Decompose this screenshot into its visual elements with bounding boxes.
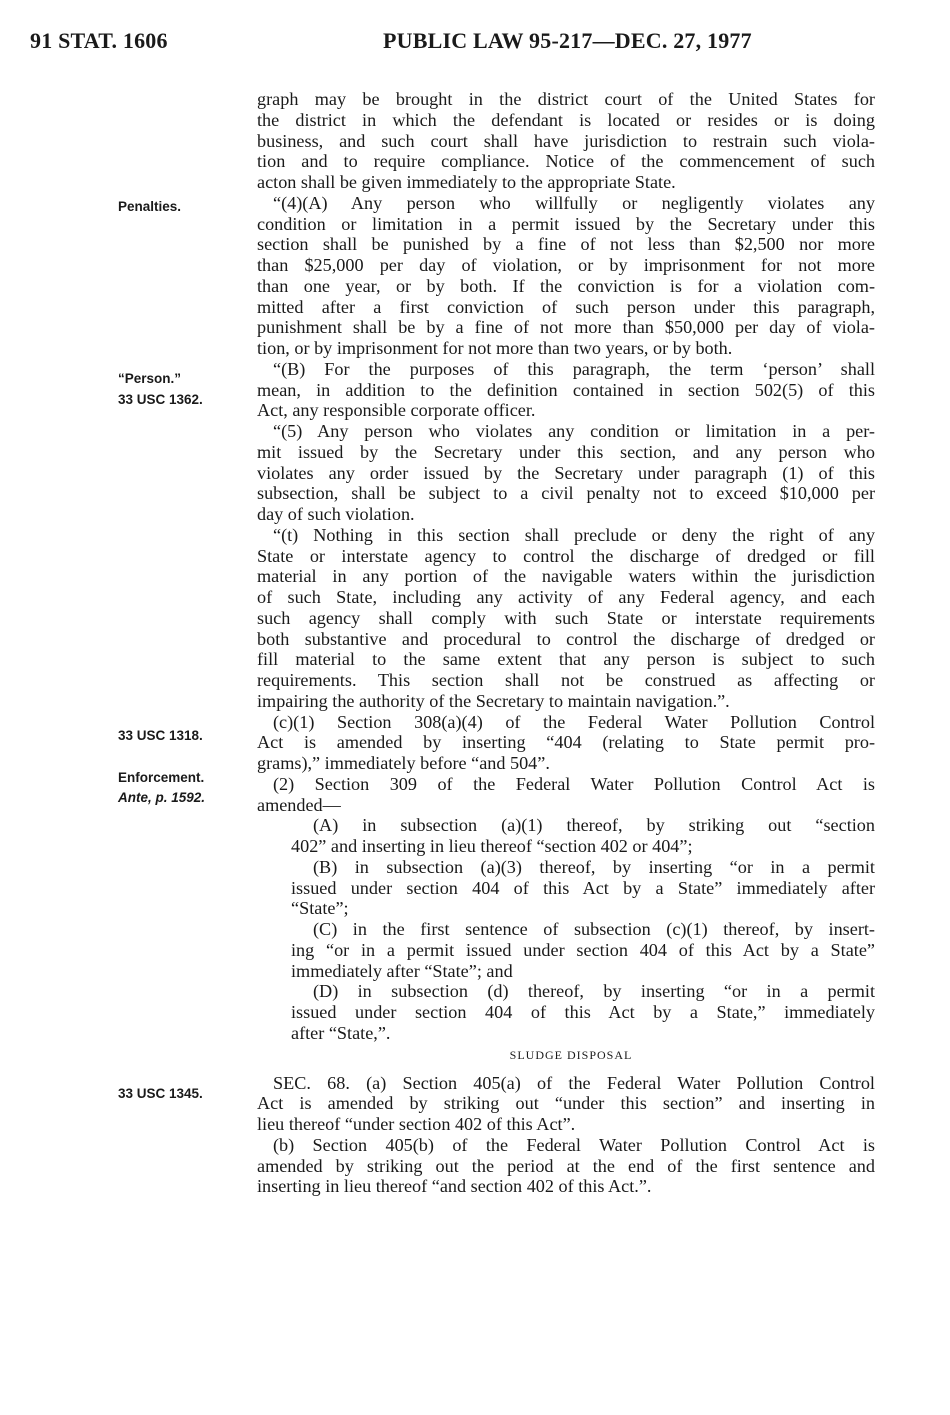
text-line: “(5) Any person who violates any condition or limitation in a per-: [273, 421, 875, 441]
text-line: acton shall be given immediately to the appropriate State.: [257, 172, 676, 192]
margin-note: Ante, p. 1592.: [118, 790, 206, 805]
text-line: amended—: [257, 794, 341, 815]
paragraph: [257, 89, 875, 193]
text-line: tion and to require compliance. Notice of the commencement of such: [257, 151, 875, 172]
margin-note: Penalties.: [118, 199, 182, 214]
paragraph: [257, 919, 875, 981]
text-line: SEC. 68. (a) Section 405(a) of the Federal Water Pollution Control: [273, 1072, 875, 1093]
paragraph: [257, 421, 875, 525]
section-heading: [257, 1044, 875, 1073]
document-body: [257, 89, 875, 1197]
text-line: violates any order issued by the Secretary under paragraph (1) of this: [257, 462, 875, 483]
text-line: Act, any responsible corporate officer.: [257, 400, 536, 421]
text-line: of such State, including any activity of any Federal agency, and each: [257, 587, 875, 607]
text-line: (D) in subsection (d) thereof, by inserting “or in a permit: [313, 981, 875, 1002]
paragraph: [257, 815, 875, 857]
text-line: Act is amended by striking out “under this section” and inserting in: [257, 1093, 875, 1114]
text-line: day of such violation.: [257, 504, 415, 524]
text-line: requirements. This section shall not be construed as affecting or: [257, 670, 875, 690]
text-line: such agency shall comply with such State or interstate requirements: [257, 607, 875, 628]
paragraph: [257, 525, 875, 712]
text-line: than $25,000 per day of violation, or by imprisonment for not more: [257, 255, 875, 275]
text-line: (C) in the first sentence of subsection (c)(1) thereof, by insert-: [313, 919, 875, 939]
text-line: after “State,”.: [291, 1022, 391, 1043]
text-line: tion, or by imprisonment for not more than two years, or by both.: [257, 338, 733, 358]
text-line: “(t) Nothing in this section shall preclude or deny the right of any: [273, 524, 875, 545]
paragraph: [257, 981, 875, 1043]
text-line: SLUDGE DISPOSAL: [509, 1047, 633, 1062]
text-line: issued under section 404 of this Act by a State,” immediately: [291, 1002, 875, 1022]
text-line: fill material to the same extent that any person is subject to such: [257, 649, 875, 670]
paragraph: [257, 1135, 875, 1197]
text-line: business, and such court shall have jurisdiction to restrain such viola-: [257, 130, 875, 151]
text-line: immediately after “State”; and: [291, 960, 513, 981]
text-line: amended by striking out the period at the end of the first sentence and: [257, 1155, 875, 1176]
margin-note: “Person.”: [118, 371, 182, 386]
text-line: inserting in lieu thereof “and section 402 of this Act.”.: [257, 1176, 652, 1197]
text-line: (c)(1) Section 308(a)(4) of the Federal Water Pollution Control: [273, 711, 875, 732]
text-line: (B) in subsection (a)(3) thereof, by inserting “or in a permit: [313, 856, 875, 877]
text-line: condition or limitation in a permit issued by the Secretary under this: [257, 213, 875, 234]
text-line: “(4)(A) Any person who willfully or negligently violates any: [273, 192, 875, 213]
text-line: subsection, shall be subject to a civil penalty not to exceed $10,000 per: [257, 483, 875, 504]
page-stat-number: 91 STAT. 1606: [30, 28, 168, 53]
paragraph: [257, 1073, 875, 1135]
paragraph: [257, 857, 875, 919]
text-line: punishment shall be by a fine of not more than $50,000 per day of viola-: [257, 317, 875, 338]
text-line: (A) in subsection (a)(1) thereof, by striking out “section: [313, 815, 875, 836]
text-line: lieu thereof “under section 402 of this Act”.: [257, 1114, 576, 1134]
margin-note: 33 USC 1362.: [118, 392, 203, 407]
margin-note: 33 USC 1345.: [118, 1086, 203, 1101]
text-line: (2) Section 309 of the Federal Water Pollution Control Act is: [273, 773, 875, 794]
margin-note: Enforcement.: [118, 770, 205, 785]
text-line: “(B) For the purposes of this paragraph, the term ‘person’ shall: [273, 358, 875, 379]
text-line: ing “or in a permit issued under section 404 of this Act by a State”: [291, 939, 875, 960]
text-line: the district in which the defendant is located or resides or is doing: [257, 109, 875, 130]
text-line: (b) Section 405(b) of the Federal Water Pollution Control Act is: [273, 1134, 875, 1155]
text-line: graph may be brought in the district court of the United States for: [257, 89, 875, 109]
text-line: mean, in addition to the definition contained in section 502(5) of this: [257, 379, 875, 400]
text-line: mitted after a first conviction of such person under this paragraph,: [257, 296, 875, 317]
text-line: State or interstate agency to control the discharge of dredged or fill: [257, 545, 875, 566]
text-line: grams),” immediately before “and 504”.: [257, 753, 550, 773]
text-line: Act is amended by inserting “404 (relating to State permit pro-: [257, 732, 875, 753]
text-line: mit issued by the Secretary under this section, and any person who: [257, 441, 875, 462]
text-line: “State”;: [291, 898, 349, 919]
text-line: 402” and inserting in lieu thereof “section 402 or 404”;: [291, 836, 693, 856]
text-line: material in any portion of the navigable waters within the jurisdiction: [257, 566, 875, 587]
text-line: both substantive and procedural to control the discharge of dredged or: [257, 628, 875, 649]
text-line: impairing the authority of the Secretary to maintain navigation.”.: [257, 690, 730, 711]
running-header: PUBLIC LAW 95-217—DEC. 27, 1977: [383, 28, 752, 53]
text-line: section shall be punished by a fine of not less than $2,500 nor more: [257, 234, 875, 255]
text-line: than one year, or by both. If the conviction is for a violation com-: [257, 275, 875, 296]
text-line: issued under section 404 of this Act by a State” immediately after: [291, 877, 875, 898]
margin-note: 33 USC 1318.: [118, 728, 203, 743]
paragraph: [257, 774, 875, 816]
paragraph: [257, 359, 875, 421]
paragraph: [257, 712, 875, 774]
paragraph: [257, 193, 875, 359]
